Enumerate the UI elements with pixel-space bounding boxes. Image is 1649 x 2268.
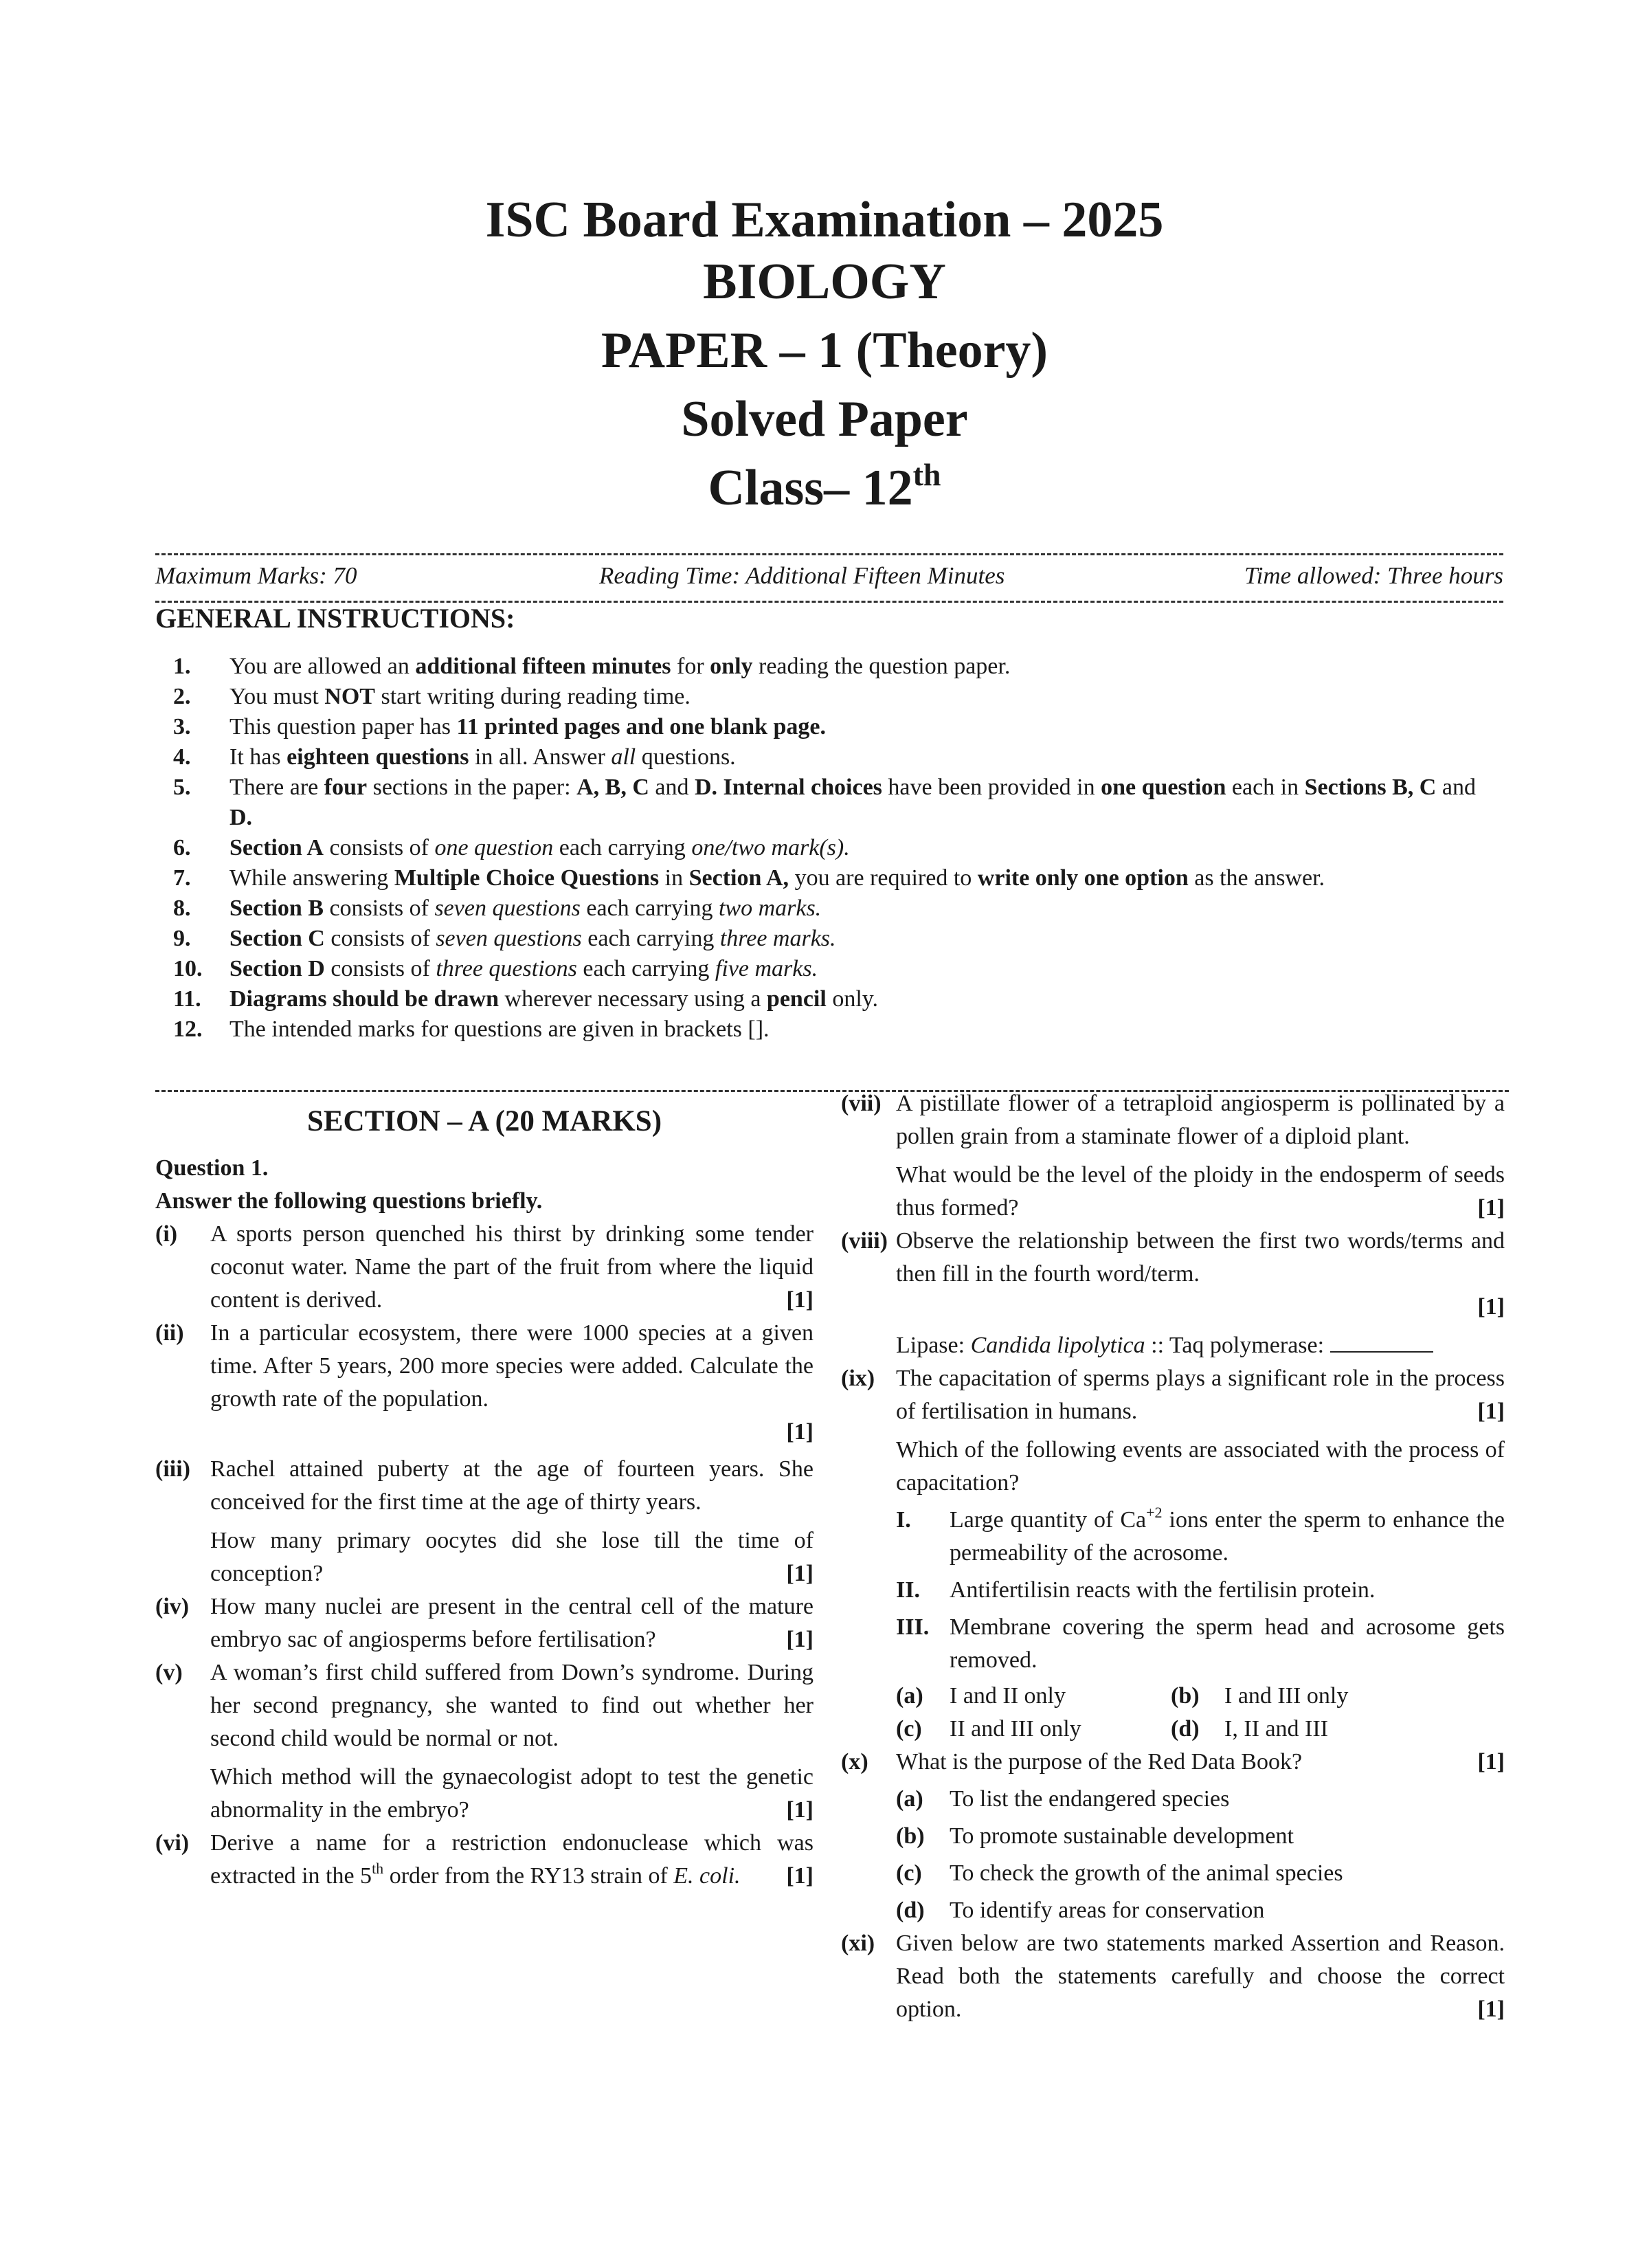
instruction-text: The intended marks for questions are given in brackets [].	[229, 1016, 770, 1042]
option-label: (b)	[896, 1823, 925, 1849]
class-title	[0, 459, 1649, 518]
instruction-text: one question	[1101, 775, 1226, 800]
option-label: (a)	[896, 1786, 923, 1812]
item-text: A sports person quenched his thirst by drinking some tender coconut water. Name the part of the fruit from where the liquid content is derived.	[210, 1221, 814, 1313]
class-suffix: th	[912, 457, 941, 492]
instruction-text: five marks.	[715, 956, 818, 981]
instruction-text: as the answer.	[1188, 865, 1325, 891]
statement-text: Large quantity of Ca	[950, 1507, 1147, 1533]
instruction-text: sections in the paper:	[367, 775, 577, 800]
mark: [1]	[786, 1419, 814, 1445]
item-number: (x)	[841, 1749, 868, 1775]
answer-blank	[1330, 1331, 1433, 1353]
item-text-2: Which method will the gynaecologist adopt to test the genetic abnormality in the embryo?	[210, 1764, 814, 1823]
instruction-text: Section B	[229, 896, 324, 921]
item-text: What is the purpose of the Red Data Book?	[896, 1749, 1303, 1775]
instruction-item	[155, 772, 1503, 833]
statement-text-cont: ions enter the sperm to enhance the permeability of the acrosome.	[950, 1507, 1505, 1566]
statement-list	[896, 1504, 1505, 1677]
subject-title: BIOLOGY	[703, 254, 946, 310]
mark: [1]	[1477, 1749, 1505, 1775]
item-number: (i)	[155, 1221, 178, 1247]
option-row	[896, 1680, 1505, 1713]
class-prefix: Class– 12	[708, 460, 913, 516]
instruction-item	[155, 712, 1503, 742]
instruction-text: D.	[229, 805, 253, 830]
option	[896, 1820, 1505, 1853]
question-item	[841, 1362, 1505, 1746]
instruction-text: three marks.	[719, 926, 836, 951]
option-text: I and III only	[1224, 1683, 1349, 1709]
superscript: +2	[1146, 1504, 1163, 1521]
option	[896, 1680, 1066, 1713]
option-label: (b)	[1171, 1683, 1200, 1709]
option-text: To identify areas for conservation	[950, 1898, 1265, 1923]
statement-label: I.	[896, 1507, 911, 1533]
statement	[896, 1504, 1505, 1570]
instruction-text: A, B, C	[576, 775, 649, 800]
divider	[155, 553, 1503, 555]
option	[1171, 1680, 1348, 1713]
instruction-text: D. Internal choices	[694, 775, 882, 800]
instruction-text: one question	[434, 835, 554, 860]
instruction-text: seven questions	[434, 896, 581, 921]
question-item	[155, 1827, 814, 1893]
mark: [1]	[786, 1561, 814, 1586]
mark: [1]	[786, 1797, 814, 1823]
option-list	[896, 1783, 1505, 1927]
instruction-text: seven questions	[436, 926, 582, 951]
item-number: (ii)	[155, 1320, 184, 1346]
item-text: Observe the relationship between the first two words/terms and then fill in the fourth word/term.	[896, 1228, 1505, 1287]
option-text: To list the endangered species	[950, 1786, 1230, 1812]
option-label: (a)	[896, 1683, 923, 1709]
instruction-text: have been provided in	[882, 775, 1101, 800]
instruction-text: only.	[826, 986, 879, 1012]
question-number: Question 1.	[155, 1155, 269, 1181]
superscript: th	[372, 1860, 384, 1877]
paper-type: Solved Paper	[681, 391, 968, 447]
instruction-text: each carrying	[581, 926, 720, 951]
instruction-item	[155, 1014, 1503, 1045]
instruction-text: and	[649, 775, 695, 800]
analogy	[896, 1329, 1505, 1362]
question-item	[841, 1225, 1505, 1362]
statement	[896, 1574, 1505, 1607]
instruction-text: eighteen questions	[287, 744, 469, 770]
time-allowed: Time allowed: Three hours	[1244, 562, 1503, 589]
instruction-text: three questions	[436, 956, 577, 981]
instruction-text: each carrying	[576, 956, 715, 981]
item-text: A pistillate flower of a tetraploid angiosperm is pollinated by a pollen grain from a staminate flower of a diploid plant.	[896, 1091, 1505, 1149]
question-item	[155, 1453, 814, 1590]
statement-label: III.	[896, 1614, 930, 1640]
question-item	[841, 1746, 1505, 1927]
instruction-text: each carrying	[580, 896, 719, 921]
item-number: (xi)	[841, 1931, 875, 1956]
instruction-text: NOT	[324, 684, 375, 709]
question-item	[841, 1927, 1505, 2026]
mark: [1]	[1477, 1997, 1505, 2022]
instruction-text: in	[659, 865, 689, 891]
instruction-item	[155, 652, 1503, 682]
instruction-text: you are required to	[789, 865, 978, 891]
option	[896, 1783, 1505, 1816]
instruction-item	[155, 833, 1503, 863]
option-text: I, II and III	[1224, 1716, 1329, 1742]
option-text: To promote sustainable development	[950, 1823, 1294, 1849]
instruction-number: 10.	[173, 956, 203, 981]
organism-name: E. coli.	[673, 1863, 741, 1889]
instruction-item	[155, 863, 1503, 893]
instruction-item	[155, 893, 1503, 924]
instruction-text: and	[1436, 775, 1476, 800]
instruction-text: You are allowed an	[229, 654, 416, 679]
section-heading: SECTION – A (20 MARKS)	[306, 1105, 662, 1137]
option-label: (c)	[896, 1860, 922, 1886]
instruction-number: 2.	[173, 684, 191, 709]
exam-meta	[155, 562, 1503, 592]
instruction-text: There are	[229, 775, 324, 800]
exam-title: ISC Board Examination – 2025	[485, 192, 1164, 248]
item-text-2: What would be the level of the ploidy in the endosperm of seeds thus formed?	[896, 1162, 1505, 1221]
item-number: (vi)	[155, 1830, 190, 1856]
instruction-text: start writing during reading time.	[374, 684, 691, 709]
instruction-text: While answering	[229, 865, 394, 891]
question-item	[155, 1317, 814, 1449]
question-item	[155, 1218, 814, 1317]
option-label: (d)	[1171, 1716, 1200, 1742]
question-item	[155, 1656, 814, 1827]
instruction-text: Sections B, C	[1304, 775, 1437, 800]
instruction-text: additional fifteen minutes	[415, 654, 671, 679]
instruction-text: It has	[229, 744, 287, 770]
mark: [1]	[1477, 1399, 1505, 1424]
option	[896, 1713, 1081, 1746]
instruction-item	[155, 984, 1503, 1014]
instruction-item	[155, 954, 1503, 984]
left-column	[155, 1087, 814, 1893]
option-text: I and II only	[950, 1683, 1066, 1709]
question-instruction: Answer the following questions briefly.	[155, 1188, 543, 1214]
instruction-text: only	[710, 654, 753, 679]
statement-label: II.	[896, 1577, 920, 1603]
instruction-number: 6.	[173, 835, 191, 860]
instruction-text: You must	[229, 684, 325, 709]
instruction-number: 8.	[173, 896, 191, 921]
option-label: (d)	[896, 1898, 925, 1923]
item-text: Rachel attained puberty at the age of fourteen years. She conceived for the first time at the age of thirty years.	[210, 1456, 814, 1515]
instruction-text: consists of	[323, 835, 435, 860]
item-number: (v)	[155, 1660, 183, 1685]
instruction-item	[155, 924, 1503, 954]
statement-text: Antifertilisin reacts with the fertilisin protein.	[950, 1577, 1376, 1603]
instruction-item	[155, 682, 1503, 712]
option-row	[896, 1713, 1505, 1746]
reading-time: Reading Time: Additional Fifteen Minutes	[599, 562, 1005, 589]
item-number: (iii)	[155, 1456, 190, 1482]
mark: [1]	[786, 1627, 814, 1652]
instruction-text: each carrying	[553, 835, 692, 860]
item-text-2: Which of the following events are associated with the process of capacitation?	[896, 1437, 1505, 1496]
mark: [1]	[1477, 1294, 1505, 1320]
statement-text: Membrane covering the sperm head and acrosome gets removed.	[950, 1614, 1505, 1673]
option-text: To check the growth of the animal species	[950, 1860, 1343, 1886]
item-text: In a particular ecosystem, there were 1000 species at a given time. After 5 years, 200 more species were added. Calculate the growth rate of the population.	[210, 1320, 814, 1412]
instruction-text: in all. Answer	[469, 744, 612, 770]
question-item	[841, 1087, 1505, 1225]
instruction-text: Section A,	[688, 865, 789, 891]
statement	[896, 1611, 1505, 1677]
instructions-list	[155, 652, 1503, 1045]
instruction-item	[155, 742, 1503, 772]
instruction-text: each in	[1226, 775, 1305, 800]
option	[896, 1857, 1505, 1890]
option	[896, 1894, 1505, 1927]
instruction-text: reading the question paper.	[752, 654, 1011, 679]
mark: [1]	[786, 1863, 814, 1889]
instruction-text: consists of	[323, 896, 435, 921]
instruction-number: 4.	[173, 744, 191, 770]
mark: [1]	[786, 1287, 814, 1313]
item-text: Derive a name for a restriction endonuclease which was extracted in the 5	[210, 1830, 814, 1889]
instruction-text: questions.	[636, 744, 736, 770]
instruction-text: This question paper has	[229, 714, 457, 740]
instruction-text: wherever necessary using a	[499, 986, 767, 1012]
instruction-text: Section A	[229, 835, 324, 860]
item-text-cont: order from the RY13 strain of	[383, 1863, 674, 1889]
instruction-number: 5.	[173, 775, 191, 800]
instruction-text: Diagrams should be drawn	[229, 986, 500, 1012]
right-column	[841, 1087, 1505, 2026]
analogy-text-2: :: Taq polymerase:	[1145, 1333, 1330, 1358]
instruction-text: consists of	[324, 926, 436, 951]
analogy-text: Lipase:	[896, 1333, 971, 1358]
item-number: (vii)	[841, 1091, 882, 1116]
option-list	[896, 1680, 1505, 1746]
instruction-text: consists of	[324, 956, 436, 981]
option	[1171, 1713, 1328, 1746]
item-number: (iv)	[155, 1594, 190, 1619]
question-item	[155, 1590, 814, 1656]
instruction-text: Section C	[229, 926, 325, 951]
max-marks: Maximum Marks: 70	[155, 562, 357, 589]
mark: [1]	[1477, 1195, 1505, 1221]
instruction-text: Section D	[229, 956, 325, 981]
item-text: The capacitation of sperms plays a significant role in the process of fertilisation in humans.	[896, 1366, 1505, 1424]
item-number: (viii)	[841, 1228, 888, 1254]
instruction-text: pencil	[766, 986, 827, 1012]
item-number: (ix)	[841, 1366, 875, 1391]
item-text: How many nuclei are present in the central cell of the mature embryo sac of angiosperms before fertilisation?	[210, 1594, 814, 1652]
item-text: Given below are two statements marked Assertion and Reason. Read both the statements carefully and choose the correct option.	[896, 1931, 1505, 2022]
instructions-heading: GENERAL INSTRUCTIONS:	[155, 603, 515, 634]
instruction-text: for	[671, 654, 710, 679]
instruction-number: 1.	[173, 654, 191, 679]
option-label: (c)	[896, 1716, 922, 1742]
instruction-number: 7.	[173, 865, 191, 891]
instruction-number: 11.	[173, 986, 201, 1012]
instruction-text: four	[324, 775, 368, 800]
option-text: II and III only	[950, 1716, 1081, 1742]
instruction-text: 11 printed pages and one blank page.	[456, 714, 827, 740]
instruction-number: 3.	[173, 714, 191, 740]
instruction-number: 9.	[173, 926, 191, 951]
instruction-text: all	[611, 744, 636, 770]
instruction-text: Multiple Choice Questions	[394, 865, 660, 891]
analogy-organism: Candida lipolytica	[970, 1333, 1145, 1358]
instruction-text: two marks.	[718, 896, 822, 921]
instruction-text: write only one option	[977, 865, 1189, 891]
item-text-2: How many primary oocytes did she lose till the time of conception?	[210, 1528, 814, 1586]
instruction-text: one/two mark(s).	[691, 835, 850, 860]
instruction-number: 12.	[173, 1016, 203, 1042]
item-text: A woman’s first child suffered from Down’s syndrome. During her second pregnancy, she wanted to find out whether her second child would be normal or not.	[210, 1660, 814, 1751]
paper-title: PAPER – 1 (Theory)	[601, 322, 1048, 379]
